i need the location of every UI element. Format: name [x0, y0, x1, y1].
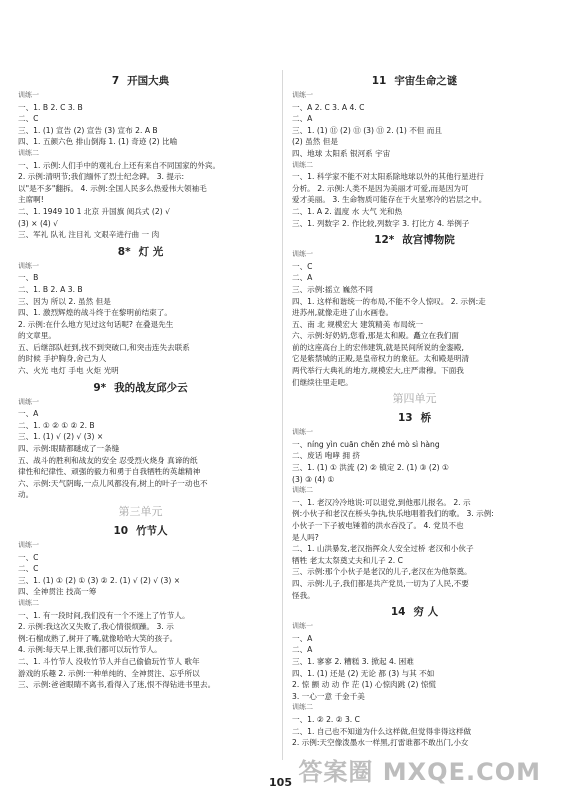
unit-heading: 第四单元 [392, 392, 437, 406]
lesson-section [292, 411, 537, 601]
answer-line: 三、因为 所以 2. 虽然 但是 [18, 296, 111, 306]
answer-line: 六、示例:好奶奶,您看,那是太和殿。矗立在我们面 [292, 331, 459, 341]
lesson-title [292, 411, 537, 425]
answer-line: 四、1. 五颜六色 排山倒海 1. (1) 奇迹 (2) 比喻 [18, 137, 178, 147]
answer-line: 一、1. 科学家不能不对太阳系除地球以外的其他行星进行 [292, 172, 484, 182]
lesson-section [292, 233, 537, 388]
answer-line: 怪我。 [292, 590, 315, 600]
right-column [292, 70, 537, 749]
answer-line: 五、后继部队赶到,找不到突破口,和突击连失去联系 [18, 342, 190, 352]
exercise-label: 训练二 [18, 148, 39, 157]
answer-line: 三、1. (1) √ (2) √ (3) × [18, 432, 104, 442]
page-number: 105 [269, 776, 292, 789]
answer-line: 牺牲 老太太祭奠丈夫和儿子 2. C [292, 555, 403, 565]
column-divider [282, 70, 283, 760]
watermark: 答案圈 MXQE.COM [298, 758, 541, 786]
answer-line: 一、níng yìn cuān chěn zhé mò sì hàng [292, 439, 440, 449]
lesson-title-text: 开国大典 [127, 75, 170, 87]
answer-line: 分析。 2. 示例:人类不是因为美丽才可爱,而是因为可 [292, 183, 469, 193]
answer-line: 动。 [18, 490, 34, 500]
exercise-label: 训练一 [292, 622, 313, 631]
lesson-number: 13 [397, 412, 413, 425]
answer-line: 二、废话 咆哮 拥 挤 [292, 451, 360, 461]
answer-line: 四、全神贯注 技高一筹 [18, 587, 97, 597]
answer-line: 二、1. B 2. A 3. B [18, 284, 83, 294]
answer-line: 二、1. 山洪暴发,老汉指挥众人安全过桥 老汉和小伙子 [292, 544, 474, 554]
answer-line: 二、A [292, 645, 313, 655]
answer-line: 主席啊! [18, 195, 44, 205]
answer-line: 进苏州,就像走进了山水画卷。 [292, 308, 394, 318]
answer-line: 四、示例:儿子,我们都是共产党员,一切为了人民,不要 [292, 578, 469, 588]
answer-line: 是人吗? [292, 532, 319, 542]
lesson-title [292, 605, 537, 619]
answer-line: 三、1. (1) ⑪ (2) ⑪ (3) ⑪ 2. (1) 不但 而且 [292, 125, 442, 135]
lesson-number: 9* [93, 381, 107, 394]
answer-line: 2. 示例:我这次又失败了,我心情很烦躁。 3. 示 [18, 622, 174, 632]
answer-line: 一、1. 示例:人们手中的观礼台上还有来自不同国家的外宾。 [18, 160, 221, 170]
answer-line: 一、1. ② 2. ② 3. C [292, 714, 360, 724]
lesson-section [18, 381, 263, 501]
exercise-label: 训练一 [292, 250, 313, 259]
lesson-title [18, 381, 263, 395]
answer-line: 一、A [292, 633, 313, 643]
answer-line: 以"是不多"翻拆。 4. 示例:全国人民多么热爱伟大领袖毛 [18, 183, 207, 193]
exercise-label: 训练一 [18, 397, 39, 406]
answer-line: 六、示例:天气阴晦,一点儿风都没有,树上的叶子一动也不 [18, 478, 208, 488]
answer-line: 前的这座高台上的宏伟建筑,就是民间所说的金銮殿, [292, 342, 464, 352]
lesson-number: 11 [371, 75, 387, 87]
lesson-number: 12* [374, 234, 395, 247]
answer-line: 四、1. 这样和谐统一的布局,不能不令人惊叹。 2. 示例:走 [292, 296, 486, 306]
answer-line: 三、1. 寥寥 2. 糟糕 3. 掀起 4. 困难 [292, 656, 414, 666]
lesson-section [292, 605, 537, 749]
exercise-label: 训练二 [292, 160, 313, 169]
answer-line: 2. 示例:天空像泼墨水一样黑,打雷谁都不敢出门,小女 [292, 738, 469, 748]
lesson-title-text: 桥 [420, 412, 432, 425]
answer-line: 六、火光 电灯 手电 火炬 光明 [18, 366, 119, 376]
exercise-label: 训练一 [18, 541, 39, 549]
answer-line: (3) × (4) √ [18, 218, 58, 228]
answer-line: 2. 惊 颤 动 动 作 茫 (1) 心惊肉跳 (2) 惊慌 [292, 680, 437, 690]
answer-line: 两代举行大典礼的地方,规模宏大,庄严肃穆。下面我 [292, 366, 464, 376]
answer-line: 二、1. 自己也不知道为什么这样做,但觉得非得这样做 [292, 726, 472, 736]
lesson-number: 14 [390, 606, 406, 619]
answer-line: 二、A [292, 273, 313, 283]
lesson-title-text: 竹节人 [136, 525, 168, 537]
answer-line: 四、地球 太阳系 银河系 宇宙 [292, 148, 391, 158]
lesson-title-text: 我的战友邱少云 [114, 381, 188, 394]
answer-line: 四、1. (1) 还是 (2) 无论 都 (3) 与其 不如 [292, 668, 435, 678]
answer-line: 四、1. 激烈辉煌的战斗终于在黎明前结束了。 [18, 308, 172, 318]
lesson-title-text: 穷 人 [413, 606, 439, 619]
lesson-title-text: 宇宙生命之谜 [394, 75, 458, 87]
lesson-title-text: 灯 光 [138, 245, 164, 258]
answer-line: 例:石榴成熟了,树开了嘴,就像哈哈大笑的孩子。 [18, 633, 178, 643]
answer-line: 一、1. 老汉冷冷地说:可以退党,到他那儿报名。 2. 示 [292, 497, 471, 507]
lesson-number: 7 [111, 75, 120, 87]
answer-line: 一、1. B 2. C 3. B [18, 102, 83, 112]
answer-line: 二、C [18, 114, 39, 124]
answer-line: 三、军礼 队礼 注目礼 文艰辛进行曲 一 肉 [18, 230, 160, 240]
lesson-section [292, 74, 537, 229]
answer-line: 2. 示例:清明节;我们缅怀了烈士纪念碑。 3. 提示: [18, 172, 185, 182]
answer-line: 一、C [18, 552, 39, 562]
lesson-title [292, 233, 537, 247]
answer-line: 一、1. 有一段时间,我们没有一个不迷上了竹节人。 [18, 610, 190, 620]
answer-line: 三、1. (1) ① 洪流 (2) ② 镇定 2. (1) ③ (2) ① [292, 463, 449, 473]
answer-line: 3. 一心一意 千金千美 [292, 691, 365, 701]
answer-line: (2) 虽然 但是 [292, 137, 338, 147]
answer-line: 三、示例:摇立 巍然不同 [292, 284, 373, 294]
answer-line: 三、示例:那个小伙子是老汉的儿子,老汉在为他祭奠。 [292, 567, 472, 577]
answer-line: 例:小伙子和老汉在桥头争执,快乐地唱着我们的歌。 3. 示例: [292, 509, 494, 519]
exercise-label: 训练一 [18, 91, 39, 99]
answer-line: 2. 示例:在什么地方见过这句话呢? 在叠退先生 [18, 319, 174, 329]
unit-heading: 第三单元 [118, 505, 163, 518]
lesson-section [18, 245, 263, 377]
exercise-label: 训练一 [292, 428, 313, 437]
answer-line: 三、示例:爸爸眼睛不离书,看得入了迷,恨不得钻进书里去。 [18, 680, 216, 690]
lesson-title [18, 74, 263, 88]
answer-line: 的时候 手护胸身,舍己为人 [18, 354, 107, 364]
answer-line: 二、1. 1949 10 1 北京 升国旗 阅兵式 (2) √ [18, 206, 170, 216]
left-column [18, 70, 263, 691]
answer-line: 游戏的乐趣 2. 示例:一种单纯的、全神贯注、忘乎所以 [18, 668, 200, 678]
answer-line: 二、1. 斗竹节人 没收竹节人并自己偷偷玩竹节人 歌年 [18, 656, 200, 666]
answer-line: 一、B [18, 273, 39, 283]
answer-line: 四、示例:眼睛都瞇成了一条缝 [18, 444, 120, 454]
answer-line: 一、A 2. C 3. A 4. C [292, 102, 365, 112]
answer-line: 二、1. A 2. 温度 水 大气 光和热 [292, 206, 403, 216]
lesson-title-text: 故宫博物院 [402, 234, 455, 247]
answer-line: 一、C [292, 261, 313, 271]
answer-line: 三、1. (1) 宣告 (2) 宣告 (3) 宣布 2. A B [18, 125, 158, 135]
lesson-section [18, 524, 263, 691]
answer-line: 它是紫禁城的正殿,是皇帝权力的象征。太和殿是明清 [292, 354, 470, 364]
answer-line: 一、A [18, 409, 39, 419]
answer-line: 的文章里。 [18, 331, 56, 341]
lesson-title [292, 74, 537, 88]
lesson-section [18, 74, 263, 241]
lesson-title [18, 245, 263, 259]
answer-line: 三、1. (1) ① (2) ① (3) ② 2. (1) √ (2) √ (3) × [18, 575, 181, 585]
answer-line: 五、战斗的胜利和战友的安全 忍受烈火烧身 真谛的纸 [18, 455, 198, 465]
lesson-title [18, 524, 263, 538]
answer-line: 爱才美丽。 3. 生命物质可能存在于火星寒冷的岩层之中。 [292, 195, 487, 205]
lesson-number: 10 [113, 525, 129, 537]
answer-line: 4. 示例:每天早上课,我们都可以玩竹节人。 [18, 645, 162, 655]
answer-line: 二、A [292, 114, 313, 124]
exercise-label: 训练二 [292, 703, 313, 712]
exercise-label: 训练一 [292, 91, 313, 99]
answer-line: 们继续往里走吧。 [292, 377, 353, 387]
answer-line: 三、1. 列数字 2. 作比较,列数字 3. 打比方 4. 举例子 [292, 218, 470, 228]
answer-line: 二、1. ① ② ① ② 2. B [18, 420, 95, 430]
exercise-label: 训练二 [18, 598, 39, 607]
answer-line: (3) ③ (4) ① [292, 474, 335, 484]
answer-line: 二、C [18, 564, 39, 574]
answer-line: 小伙子一下子被电锤着的洪水吞没了。 4. 党员不也 [292, 521, 464, 530]
lesson-number: 8* [117, 245, 131, 258]
exercise-label: 训练一 [18, 261, 39, 270]
exercise-label: 训练二 [292, 486, 313, 495]
answer-line: 五、南 北 规模宏大 建筑精美 布局统一 [292, 319, 424, 329]
answer-line: 律性和纪律性、顽强的毅力和勇于自我牺牲的英雄精神 [18, 467, 201, 477]
